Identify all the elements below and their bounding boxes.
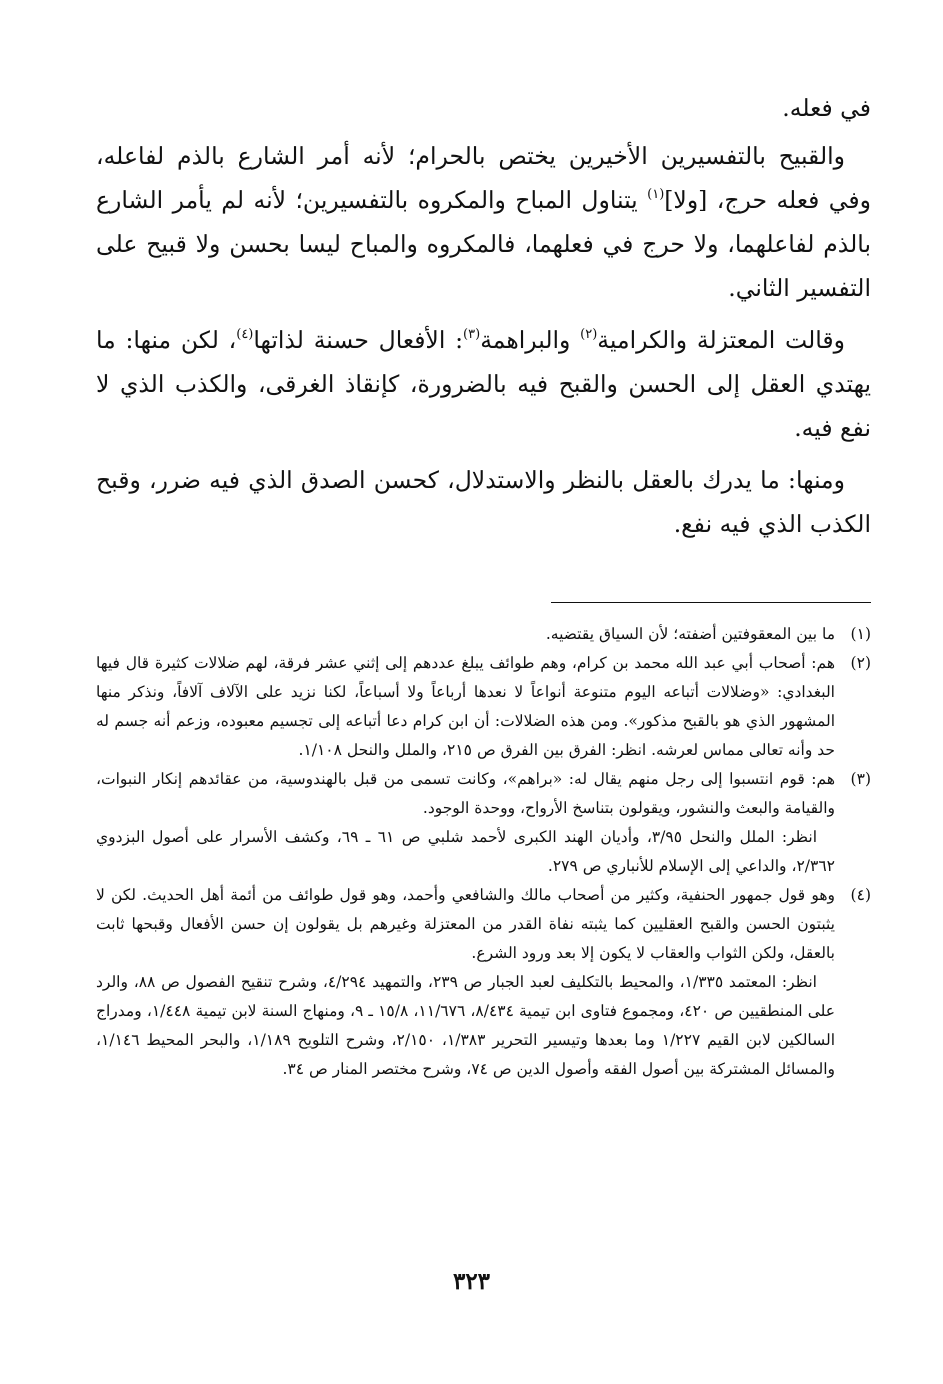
footnote-ref: (١) [647, 187, 665, 202]
text-run: والبراهمة [480, 326, 581, 354]
footnote [96, 649, 871, 765]
footnote-divider [551, 602, 871, 603]
paragraph: في فعله. [782, 94, 871, 122]
text-run: وقالت المعتزلة والكرامية [597, 326, 846, 354]
footnote [96, 765, 871, 881]
footnote [96, 620, 871, 649]
footnote-number: (٢) [850, 654, 871, 672]
footnote-number: (٤) [850, 886, 871, 904]
paragraph: ومنها: ما يدرك بالعقل بالنظر والاستدلال، كحسن الصدق الذي فيه ضرر، وقبح الكذب الذي فيه نفع. [96, 466, 871, 538]
footnote-ref: (٣) [463, 327, 481, 342]
footnotes [96, 620, 871, 1084]
footnote-body [96, 765, 835, 881]
footnote-ref: (٢) [580, 327, 598, 342]
footnote-number: (٣) [850, 770, 871, 788]
footnote [96, 881, 871, 1084]
text-run: ، لكن منها: ما يهتدي العقل إلى الحسن والقبح فيه بالضرورة، كإنقاذ الغرقى، والكذب الذي لا نفع فيه. [96, 326, 871, 442]
text-run: : الأفعال حسنة لذاتها [253, 326, 464, 354]
main-text [96, 86, 871, 554]
page-number: ٣٢٣ [452, 1268, 491, 1295]
footnote-body [96, 881, 835, 1084]
footnote-body [96, 620, 835, 649]
footnote-text: وهو قول جمهور الحنفية، وكثير من أصحاب مالك والشافعي وأحمد، وهو قول طوائف من أئمة أهل الحديث. لكن لا يثبتون الحسن والقبح العقليين كما يثبته نفاة القدر من المعتزلة وغيرهم بل يقولون إن حسن الأفعال وقبحها ثابت بالعقل، ولكن الثواب والعقاب لا يكون إلا بعد ورود الشرع. [96, 886, 835, 962]
footnote-text: ما بين المعقوفتين أضفته؛ لأن السياق يقتضيه. [545, 625, 835, 643]
footnote-number: (١) [850, 625, 871, 643]
footnote-text: هم: قوم انتسبوا إلى رجل منهم يقال له: «براهم»، وكانت تسمى من قبل بالهندوسية، من عقائدهم إنكار النبوات، والقيامة والبعث والنشور، ويقولون بتناسخ الأرواح، ووحدة الوجود. [96, 770, 835, 817]
paragraph [96, 134, 871, 310]
paragraph [96, 318, 871, 450]
text-run: يتناول المباح والمكروه بالتفسيرين؛ لأنه لم يأمر الشارع بالذم لفاعلهما، ولا حرج في فعلهما، فالمكروه والمباح ليسا بحسن ولا قبيح على التفسير الثاني. [96, 186, 871, 302]
footnote-text: انظر: المعتمد ١/٣٣٥، والمحيط بالتكليف لعبد الجبار ص ٢٣٩، والتمهيد ٤/٢٩٤، وشرح تنقيح الفصول ص ٨٨، والرد على المنطقيين ص ٤٢٠، ومجموع فتاوى ابن تيمية ٨/٤٣٤، ١١/٦٧٦، ١٥/٨ ـ ٩، ومنهاج السنة لابن تيمية ١/٤٤٨، ومدراج السالكين لابن القيم ١/٢٢٧ وما بعدها وتيسير التحرير ١/٣٨٣، ٢/١٥٠، وشرح التلويح ١/١٨٩، والبحر المحيط ١/١٤٦، والمسائل المشتركة بين أصول الفقه وأصول الدين ص ٧٤، وشرح مختصر المنار ص ٣٤. [96, 973, 836, 1078]
footnote-ref: (٤) [236, 327, 254, 342]
footnote-body [96, 649, 835, 765]
text-run: والقبيح بالتفسيرين الأخيرين يختص بالحرام؛ لأنه أمر الشارع بالذم لفاعله، وفي فعله حرج، [ولا] [96, 142, 871, 214]
footnote-text: انظر: الملل والنحل ٣/٩٥، وأديان الهند الكبرى لأحمد شلبي ص ٦١ ـ ٦٩، وكشف الأسرار على أصول البزدوي ٢/٣٦٢، والداعي إلى الإسلام للأنباري ص ٢٧٩. [96, 828, 835, 875]
footnote-text: هم: أصحاب أبي عبد الله محمد بن كرام، وهم طوائف يبلغ عددهم إلى إثني عشر فرقة، لهم ضلالات كثيرة قال فيها البغدادي: «وضلالات أتباعه اليوم متنوعة أنواعاً لا نعدها أرباعاً ولا أسباعاً، لكنا نزيد على الآلاف آلافاً، ونذكر منها المشهور الذي هو بالقبح مذكور». ومن هذه الضلالات: أن ابن كرام دعا أتباعه إلى تجسيم معبوده، وزعم أنه جسم له حد وأنه تعالى مماس لعرشه. انظر: الفرق بين الفرق ص ٢١٥، والملل والنحل ١/١٠٨. [96, 654, 835, 759]
